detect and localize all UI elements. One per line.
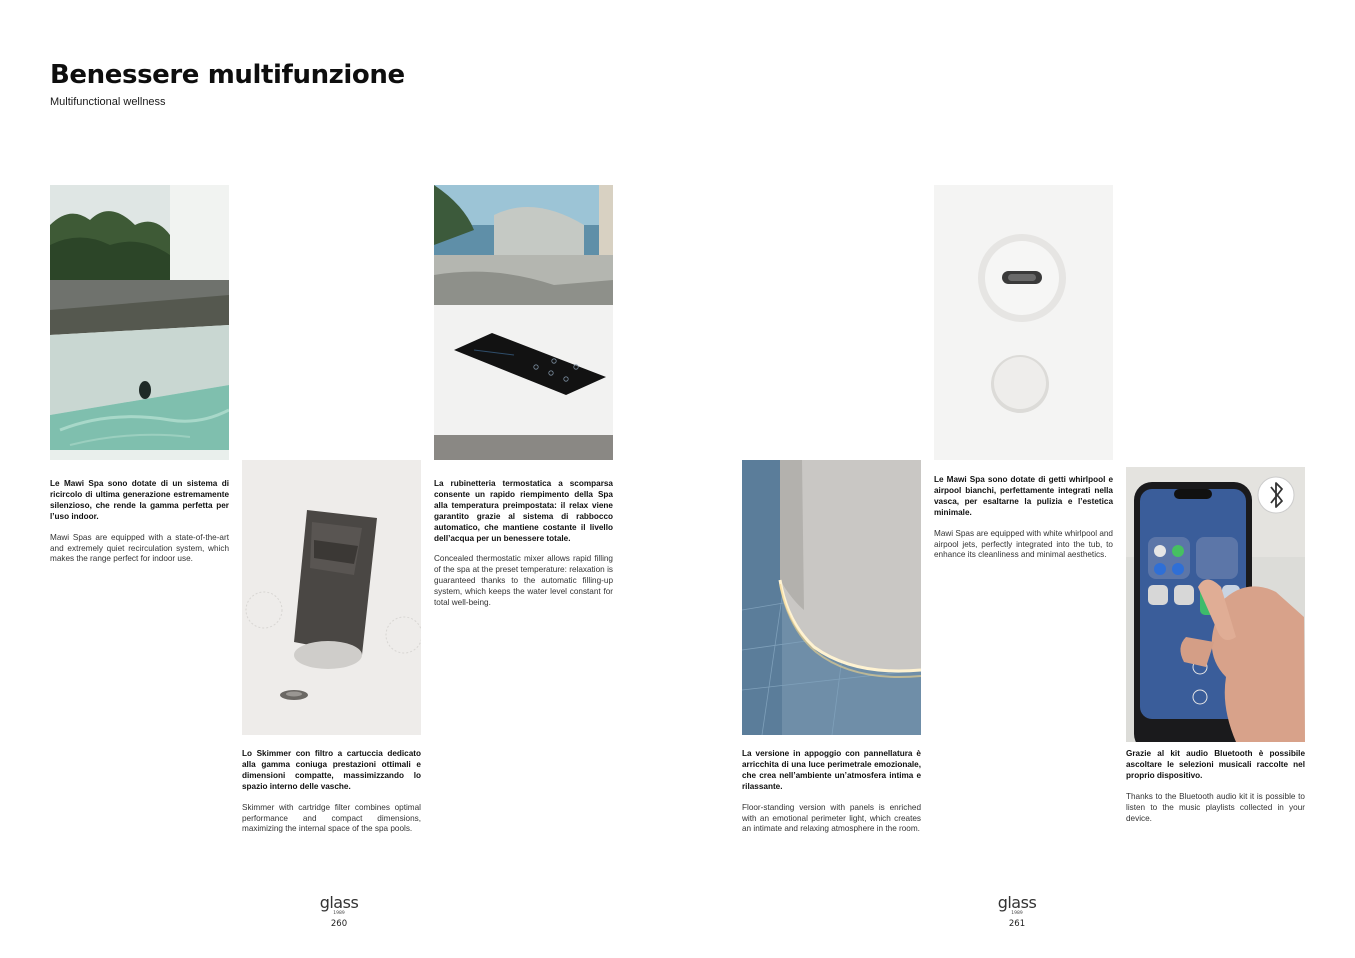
jets-caption [934, 475, 1113, 561]
floorstanding-spa-photo [742, 460, 921, 735]
bluetooth-caption [1126, 749, 1305, 824]
page-subtitle: Multifunctional wellness [50, 96, 166, 108]
whirlpool-jets-photo [934, 185, 1113, 460]
bluetooth-phone-photo [1126, 467, 1305, 742]
recirculation-text-en: Mawi Spas are equipped with a state-of-the-art and extremely quiet recirculation system, which makes the range perfect for indoor use. [50, 532, 229, 564]
page-title: Benessere multifunzione [50, 60, 405, 90]
brand-year: 1989 [333, 911, 345, 916]
footer-right [987, 895, 1047, 930]
jets-text-it: Le Mawi Spa sono dotate di getti whirlpool e airpool bianchi, perfettamente integrati nella vasca, per esaltarne la pulizia e l’estetica minimale. [934, 475, 1113, 517]
brand-year: 1989 [1011, 911, 1023, 916]
bluetooth-text-it: Grazie al kit audio Bluetooth è possibile ascoltare le selezioni musicali raccolte nel proprio dispositivo. [1126, 749, 1305, 780]
page-number-right: 261 [1008, 919, 1026, 929]
brand-logo: glass [997, 893, 1037, 912]
footer-left [309, 895, 369, 930]
skimmer-photo [242, 460, 421, 735]
recirculation-caption [50, 479, 229, 565]
mixer-caption [434, 479, 613, 609]
page-number-left: 260 [330, 919, 348, 929]
skimmer-text-en: Skimmer with cartridge filter combines optimal performance and compact dimensions, maximizing the internal space of the spa pools. [242, 802, 421, 834]
brand-logo: glass [319, 893, 359, 912]
jets-text-en: Mawi Spas are equipped with white whirlpool and airpool jets, perfectly integrated into the tub, to enhance its cleanliness and minimal aesthetics. [934, 528, 1113, 560]
thermostatic-mixer-photo [434, 185, 613, 460]
floorstanding-text-it: La versione in appoggio con pannellatura è arricchita di una luce perimetrale emozionale, che crea nell’ambiente un’atmosfera intima e rilassante. [742, 749, 921, 791]
floorstanding-text-en: Floor-standing version with panels is enriched with an emotional perimeter light, which creates an intimate and relaxing atmosphere in the room. [742, 802, 921, 834]
mixer-text-it: La rubinetteria termostatica a scomparsa consente un rapido riempimento della Spa alla temperatura preimpostata: il relax viene garantito grazie al sistema di rabbocco automatico, che mantiene costante il livello dell’acqua per un benessere totale. [434, 479, 613, 543]
mixer-text-en: Concealed thermostatic mixer allows rapid filling of the spa at the preset temperature: relaxation is guaranteed thanks to the automatic filling-up system, which keeps the water level constant for total well-being. [434, 554, 613, 608]
floorstanding-caption [742, 749, 921, 835]
skimmer-caption [242, 749, 421, 835]
skimmer-text-it: Lo Skimmer con filtro a cartuccia dedicato alla gamma coniuga prestazioni ottimali e dimensioni compatte, massimizzando lo spazio interno delle vasche. [242, 749, 421, 791]
spa-recirculation-photo [50, 185, 229, 460]
bluetooth-text-en: Thanks to the Bluetooth audio kit it is possible to listen to the music playlists collected in your device. [1126, 791, 1305, 823]
recirculation-text-it: Le Mawi Spa sono dotate di un sistema di ricircolo di ultima generazione estremamente silenzioso, che rende la gamma perfetta per l’uso indoor. [50, 479, 229, 521]
